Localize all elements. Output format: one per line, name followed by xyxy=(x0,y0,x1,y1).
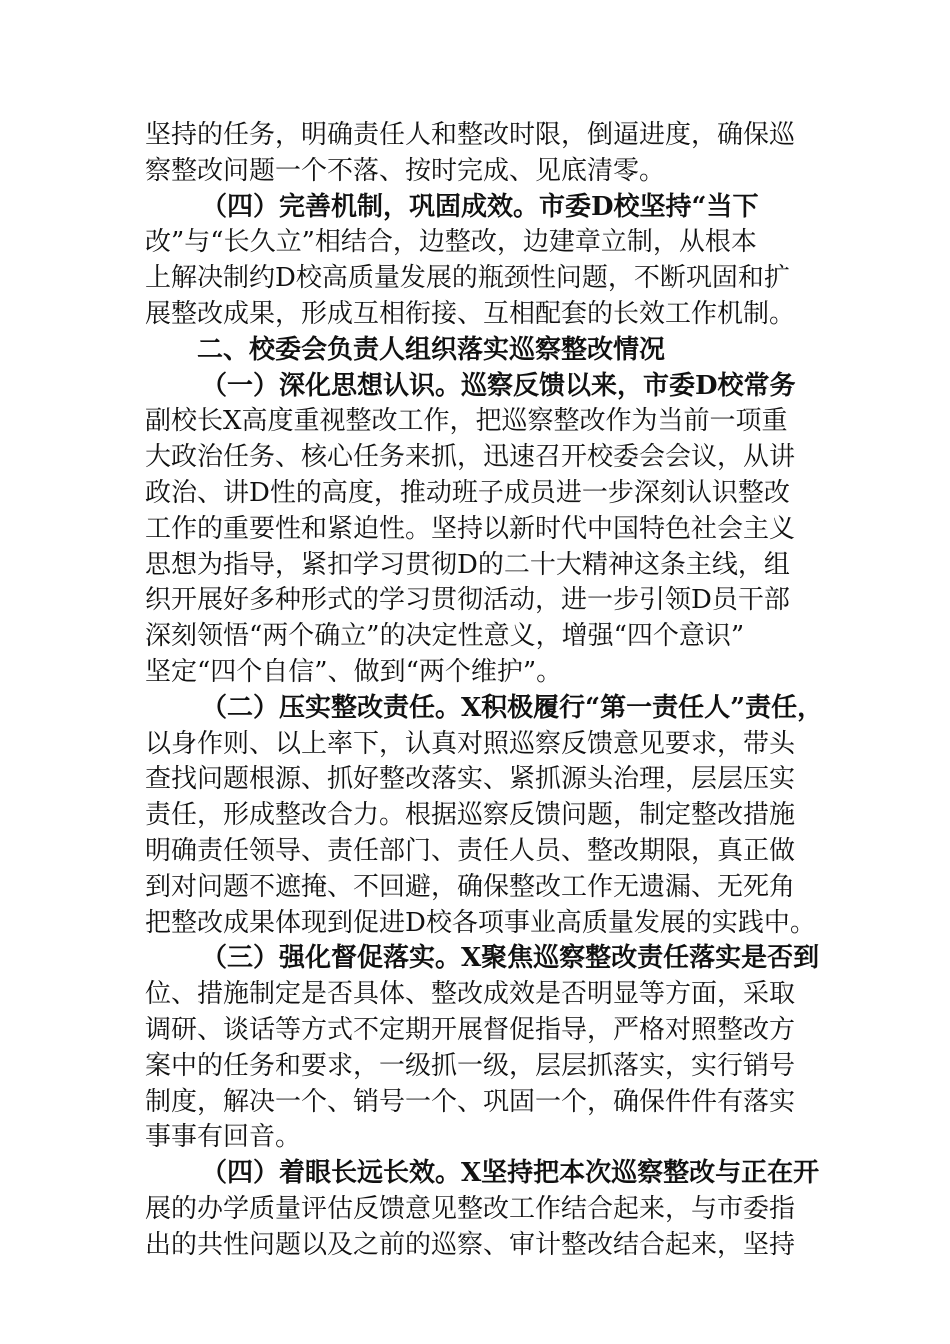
text-line: 展的办学质量评估反馈意见整改工作结合起来，与市委指 xyxy=(145,1193,796,1224)
text-line: 把整改成果体现到促进D校各项事业高质量发展的实践中。 xyxy=(145,907,816,938)
text-line: 政治、讲D性的高度，推动班子成员进一步深刻认识整改 xyxy=(145,477,790,508)
section-paragraph-start: （三）强化督促落实。X聚焦巡察整改责任落实是否到 xyxy=(201,943,820,974)
section-paragraph-start: （四）完善机制，巩固成效。市委D校坚持“当下 xyxy=(201,191,759,222)
text-line: 深刻领悟“两个确立”的决定性意义，增强“四个意识” xyxy=(145,621,745,652)
text-line: 坚持的任务，明确责任人和整改时限，倒逼进度，确保巡 xyxy=(145,120,796,150)
text-line: 案中的任务和要求，一级抓一级，层层抓落实，实行销号 xyxy=(145,1050,796,1081)
text-line: 以身作则、以上率下，认真对照巡察反馈意见要求，带头 xyxy=(145,728,796,759)
section-heading: 二、校委会负责人组织落实巡察整改情况 xyxy=(197,334,666,365)
document-body xyxy=(145,118,824,1264)
text-line: 明确责任领导、责任部门、责任人员、整改期限，真正做 xyxy=(145,835,796,866)
text-line: 调研、谈话等方式不定期开展督促指导，严格对照整改方 xyxy=(145,1014,796,1045)
text-line: 到对问题不遮掩、不回避，确保整改工作无遗漏、无死角 xyxy=(145,871,796,902)
text-line: 责任，形成整改合力。根据巡察反馈问题，制定整改措施 xyxy=(145,800,796,831)
text-line: 制度，解决一个、销号一个、巩固一个，确保件件有落实 xyxy=(145,1086,796,1117)
section-paragraph-start: （二）压实整改责任。X积极履行“第一责任人”责任， xyxy=(201,692,824,723)
text-line: 位、措施制定是否具体、整改成效是否明显等方面，采取 xyxy=(145,979,796,1010)
text-line: 展整改成果，形成互相衔接、互相配套的长效工作机制。 xyxy=(145,298,796,329)
text-line: 工作的重要性和紧迫性。坚持以新时代中国特色社会主义 xyxy=(145,513,796,544)
text-line: 坚定“四个自信”、做到“两个维护”。 xyxy=(145,656,563,687)
text-line: 察整改问题一个不落、按时完成、见底清零。 xyxy=(145,155,666,186)
text-line: 事事有回音。 xyxy=(145,1122,302,1153)
section-paragraph-start: （四）着眼长远长效。X坚持把本次巡察整改与正在开 xyxy=(201,1158,820,1189)
text-line: 副校长X高度重视整改工作，把巡察整改作为当前一项重 xyxy=(145,406,788,437)
text-line: 织开展好多种形式的学习贯彻活动，进一步引领D员干部 xyxy=(145,585,790,616)
text-line: 上解决制约D校高质量发展的瓶颈性问题，不断巩固和扩 xyxy=(145,263,790,294)
text-line: 改”与“长久立”相结合，边整改，边建章立制，从根本 xyxy=(145,227,757,258)
text-line: 查找问题根源、抓好整改落实、紧抓源头治理，层层压实 xyxy=(145,764,796,795)
text-line: 大政治任务、核心任务来抓，迅速召开校委会会议，从讲 xyxy=(145,442,796,473)
section-paragraph-start: （一）深化思想认识。巡察反馈以来，市委D校常务 xyxy=(201,370,796,401)
text-line: 思想为指导，紧扣学习贯彻D的二十大精神这条主线，组 xyxy=(145,549,790,580)
text-line: 出的共性问题以及之前的巡察、审计整改结合起来，坚持 xyxy=(145,1229,796,1260)
